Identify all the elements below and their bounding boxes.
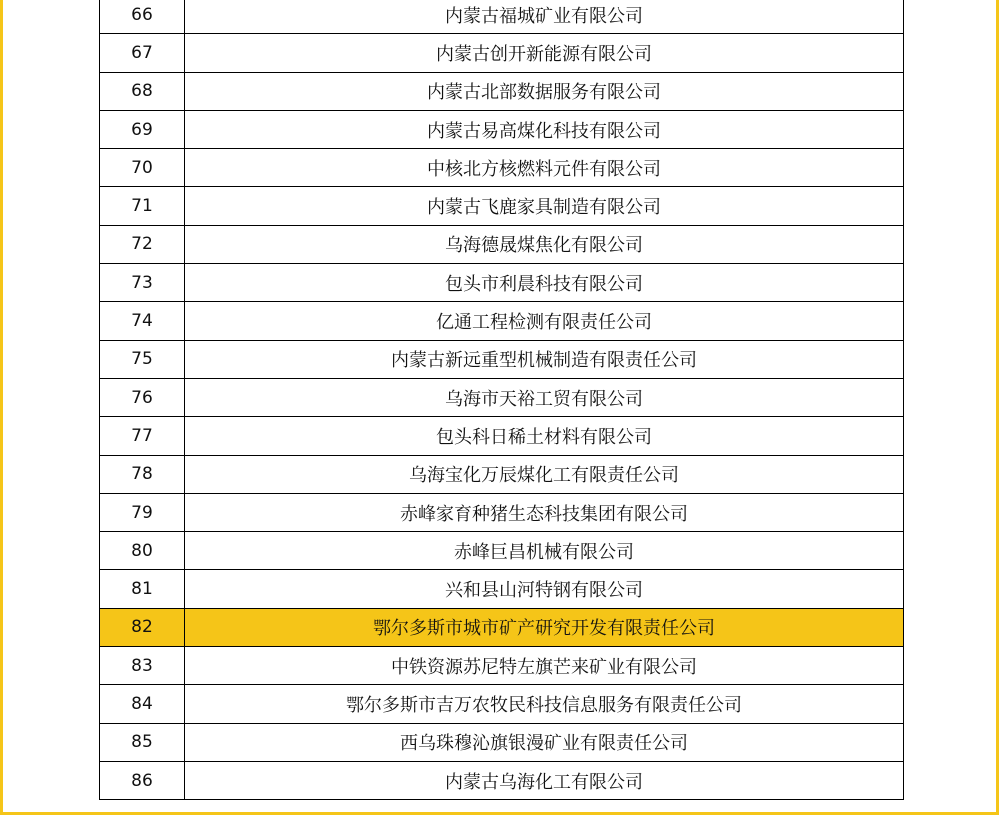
- company-name-cell: 乌海德晟煤焦化有限公司: [185, 225, 904, 263]
- row-number-cell: 75: [100, 340, 185, 378]
- company-name-cell: 内蒙古福城矿业有限公司: [185, 0, 904, 34]
- table-row: [100, 685, 904, 723]
- row-number-cell: 76: [100, 378, 185, 416]
- row-number-cell: 69: [100, 110, 185, 148]
- company-name-cell: 中核北方核燃料元件有限公司: [185, 149, 904, 187]
- table-row-highlighted: [100, 608, 904, 646]
- company-name-cell: 赤峰巨昌机械有限公司: [185, 532, 904, 570]
- row-number-cell: 73: [100, 264, 185, 302]
- table-row: [100, 72, 904, 110]
- row-number-cell: 74: [100, 302, 185, 340]
- table-row: [100, 378, 904, 416]
- row-number-cell: 78: [100, 455, 185, 493]
- row-number-cell: 81: [100, 570, 185, 608]
- company-name-cell: 鄂尔多斯市吉万农牧民科技信息服务有限责任公司: [185, 685, 904, 723]
- table-row: [100, 493, 904, 531]
- row-number-cell: 67: [100, 34, 185, 72]
- table-row: [100, 0, 904, 34]
- table-row: [100, 761, 904, 799]
- row-number-cell: 83: [100, 647, 185, 685]
- company-name-cell: 鄂尔多斯市城市矿产研究开发有限责任公司: [185, 608, 904, 646]
- row-number-cell: 85: [100, 723, 185, 761]
- row-number-cell: 84: [100, 685, 185, 723]
- row-number-cell: 68: [100, 72, 185, 110]
- row-number-cell: 66: [100, 0, 185, 34]
- company-name-cell: 乌海宝化万辰煤化工有限责任公司: [185, 455, 904, 493]
- row-number-cell: 86: [100, 761, 185, 799]
- row-number-cell: 79: [100, 493, 185, 531]
- table-row: [100, 723, 904, 761]
- company-name-cell: 内蒙古创开新能源有限公司: [185, 34, 904, 72]
- table-row: [100, 570, 904, 608]
- table-row: [100, 34, 904, 72]
- company-list-table: [99, 0, 904, 800]
- table-row: [100, 455, 904, 493]
- row-number-cell: 70: [100, 149, 185, 187]
- table-row: [100, 302, 904, 340]
- company-name-cell: 西乌珠穆沁旗银漫矿业有限责任公司: [185, 723, 904, 761]
- company-name-cell: 乌海市天裕工贸有限公司: [185, 378, 904, 416]
- company-name-cell: 亿通工程检测有限责任公司: [185, 302, 904, 340]
- company-name-cell: 内蒙古飞鹿家具制造有限公司: [185, 187, 904, 225]
- table-row: [100, 149, 904, 187]
- row-number-cell: 71: [100, 187, 185, 225]
- table-row: [100, 417, 904, 455]
- row-number-cell: 80: [100, 532, 185, 570]
- table-row: [100, 340, 904, 378]
- row-number-cell: 72: [100, 225, 185, 263]
- table-row: [100, 264, 904, 302]
- table-row: [100, 225, 904, 263]
- company-name-cell: 兴和县山河特钢有限公司: [185, 570, 904, 608]
- company-name-cell: 内蒙古新远重型机械制造有限责任公司: [185, 340, 904, 378]
- table-row: [100, 187, 904, 225]
- row-number-cell: 77: [100, 417, 185, 455]
- company-name-cell: 内蒙古乌海化工有限公司: [185, 761, 904, 799]
- company-name-cell: 赤峰家育种猪生态科技集团有限公司: [185, 493, 904, 531]
- company-name-cell: 内蒙古北部数据服务有限公司: [185, 72, 904, 110]
- table-body: [100, 0, 904, 800]
- table-row: [100, 647, 904, 685]
- company-name-cell: 包头科日稀土材料有限公司: [185, 417, 904, 455]
- row-number-cell: 82: [100, 608, 185, 646]
- company-name-cell: 中铁资源苏尼特左旗芒来矿业有限公司: [185, 647, 904, 685]
- table-row: [100, 110, 904, 148]
- company-name-cell: 内蒙古易高煤化科技有限公司: [185, 110, 904, 148]
- company-name-cell: 包头市利晨科技有限公司: [185, 264, 904, 302]
- table-row: [100, 532, 904, 570]
